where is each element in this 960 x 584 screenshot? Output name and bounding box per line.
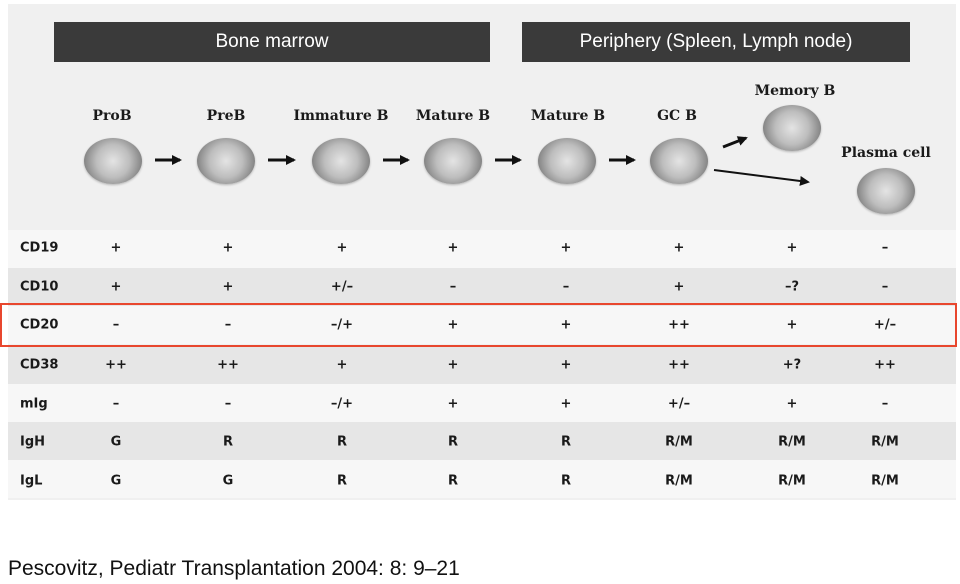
stage-label-mature-b-marrow: Mature B [415,108,491,124]
value-cell: + [110,240,122,256]
marker-label-igh: IgH [20,434,46,450]
row-band [8,460,956,498]
bone-marrow-header-label: Bone marrow [215,31,329,52]
value-cell: R/M [871,434,899,450]
value-cell: + [673,279,685,295]
value-cell: + [560,240,572,256]
value-cell: – [112,396,120,412]
marker-label-cd20: CD20 [20,317,59,333]
value-cell: R [336,473,348,489]
value-cell: R/M [871,473,899,489]
value-cell: – [112,317,120,333]
value-cell: + [222,240,234,256]
value-cell: – [224,396,232,412]
value-cell: R [222,434,234,450]
value-cell: + [336,357,348,373]
arrow-gc-to-plasma [714,170,808,182]
value-cell: R [447,473,459,489]
value-cell: + [786,317,798,333]
value-cell: – [881,396,889,412]
value-cell: R [560,434,572,450]
cd20-highlight-box [0,303,957,347]
value-cell: ++ [105,357,127,373]
value-cell: + [447,357,459,373]
value-cell: – [881,240,889,256]
value-cell: R/M [665,473,693,489]
row-band [8,230,956,268]
value-cell: ++ [217,357,239,373]
marker-label-cd38: CD38 [20,357,59,373]
value-cell: –/+ [330,396,354,412]
marker-label-cd10: CD10 [20,279,59,295]
marker-label-mig: mIg [20,396,48,412]
value-cell: + [222,279,234,295]
value-cell: R/M [778,434,806,450]
value-cell: +/– [330,279,354,295]
value-cell: + [447,317,459,333]
stage-label-prob: ProB [92,108,132,124]
value-cell: G [110,434,122,450]
value-cell: + [560,317,572,333]
value-cell: G [222,473,234,489]
periphery-header-label: Periphery (Spleen, Lymph node) [579,31,853,52]
value-cell: – [562,279,570,295]
value-cell: ++ [874,357,896,373]
stage-label-plasma-cell: Plasma cell [841,145,931,161]
value-cell: ++ [668,317,690,333]
value-cell: + [560,396,572,412]
row-band [8,422,956,460]
value-cell: + [673,240,685,256]
marker-label-cd19: CD19 [20,240,59,256]
value-cell: –/+ [330,317,354,333]
stage-label-preb: PreB [206,108,246,124]
value-cell: + [560,357,572,373]
value-cell: – [449,279,457,295]
row-band [8,346,956,384]
row-band [8,268,956,306]
differentiation-arrows [0,0,960,240]
value-cell: R/M [665,434,693,450]
value-cell: +? [782,357,802,373]
stage-label-gc-b: GC B [657,108,697,124]
value-cell: + [786,240,798,256]
marker-label-igl: IgL [20,473,43,489]
value-cell: R/M [778,473,806,489]
arrow-gc-to-memory [723,138,746,147]
row-band [8,384,956,422]
value-cell: +/– [873,317,897,333]
stage-label-immature-b: Immature B [293,108,389,124]
value-cell: R [560,473,572,489]
value-cell: + [110,279,122,295]
value-cell: R [336,434,348,450]
stage-label-memory-b: Memory B [754,83,836,99]
value-cell: + [786,396,798,412]
citation: Pescovitz, Pediatr Transplantation 2004: 8: 9–21 [8,557,460,580]
value-cell: ++ [668,357,690,373]
value-cell: + [447,396,459,412]
value-cell: + [336,240,348,256]
value-cell: G [110,473,122,489]
value-cell: + [447,240,459,256]
value-cell: –? [784,279,800,295]
value-cell: – [881,279,889,295]
value-cell: – [224,317,232,333]
value-cell: +/– [667,396,691,412]
value-cell: R [447,434,459,450]
stage-label-mature-b-periphery: Mature B [530,108,606,124]
